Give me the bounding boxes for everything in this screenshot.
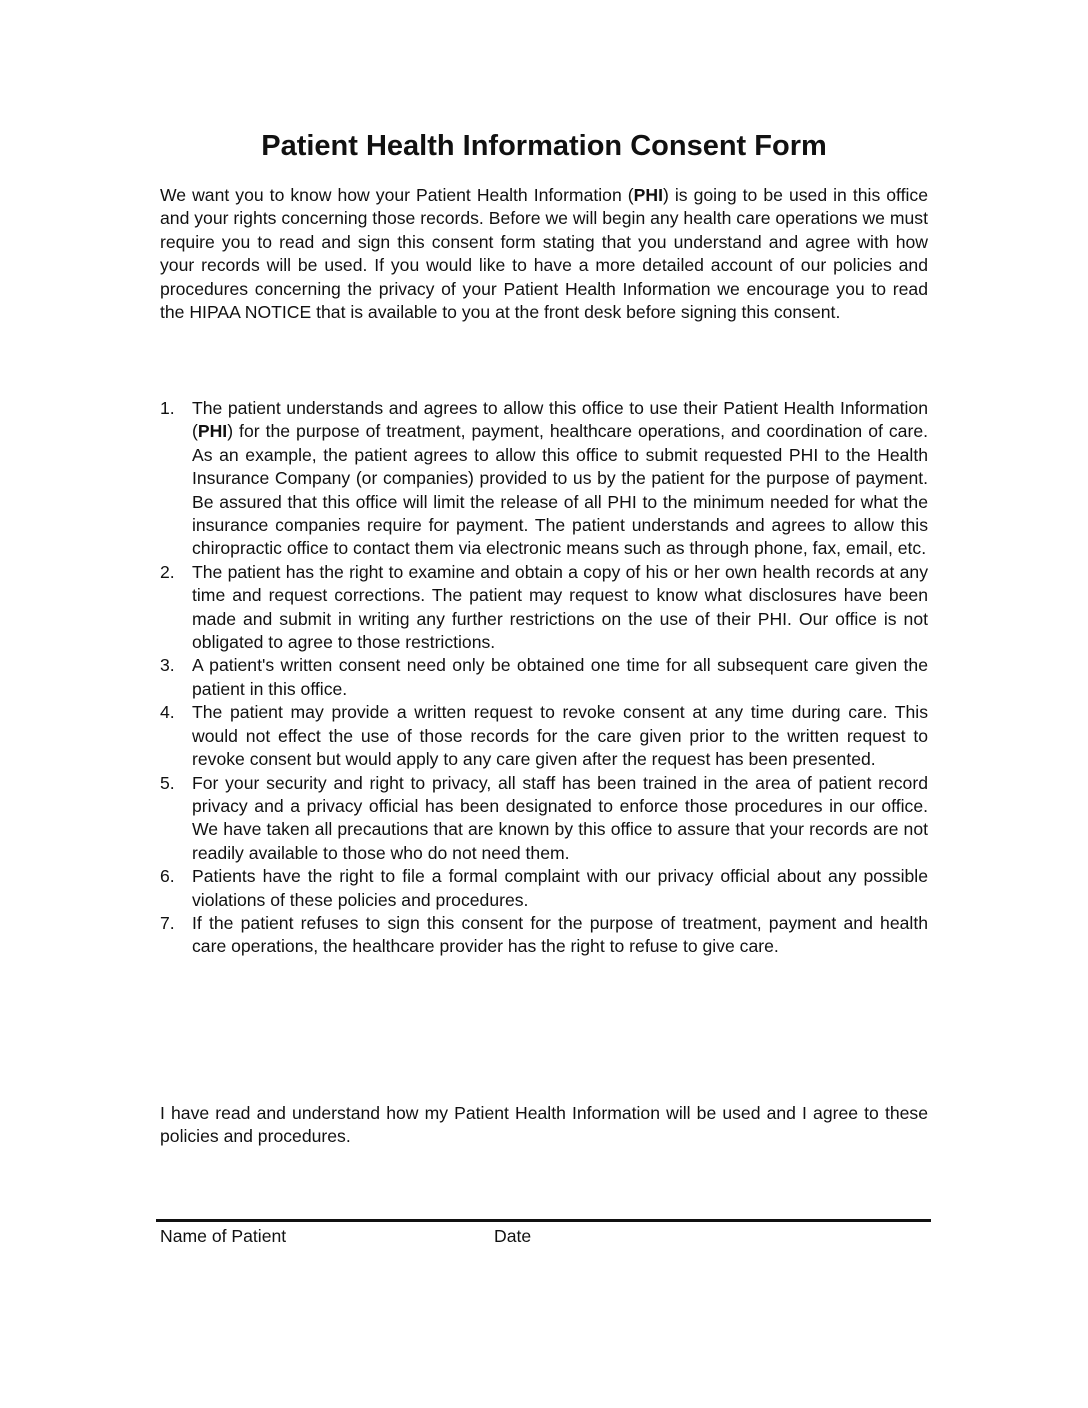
intro-paragraph — [160, 184, 928, 324]
list-item-number: 5. — [160, 772, 175, 793]
list-item-number: 2. — [160, 561, 175, 582]
list-item-text: A patient's written consent need only be obtained one time for all subsequent care given the patient in this office. — [192, 655, 928, 699]
consent-terms-list — [160, 397, 928, 959]
closing-statement: I have read and understand how my Patient Health Information will be used and I agree to these policies and procedures. — [160, 1103, 928, 1147]
list-item-text-start: The patient understands and agrees to allow this office to use their Patient Health Information ( — [192, 398, 928, 442]
list-item-text: Patients have the right to file a formal complaint with our privacy official about any possible violations of these policies and procedures. — [192, 866, 928, 910]
list-item — [160, 701, 928, 771]
list-item-text: For your security and right to privacy, all staff has been trained in the area of patient record privacy and a privacy official has been designated to enforce those procedures in our office. We have taken all precautions that are known by this office to assure that your records are not readily available to those who do not need them. — [192, 772, 928, 863]
list-item-number: 1. — [160, 398, 175, 418]
list-item-number: 7. — [160, 912, 175, 933]
list-item — [160, 912, 928, 959]
list-item-text: The patient may provide a written request to revoke consent at any time during care. This would not effect the use of those records for the care given prior to the written request to revoke consent but would apply to any care given after the request has been presented. — [192, 702, 928, 770]
list-item-number: 3. — [160, 655, 175, 676]
patient-name-label: Name of Patient — [160, 1226, 287, 1246]
list-item — [160, 865, 928, 912]
page-title: Patient Health Information Consent Form — [261, 130, 827, 162]
list-item — [160, 397, 928, 561]
intro-text-start: We want you to know how your Patient Health Information ( — [160, 185, 634, 205]
signature-line[interactable] — [156, 1219, 931, 1222]
list-item — [160, 561, 928, 655]
list-item-text-end: ) for the purpose of treatment, payment, healthcare operations, and coordination of care. As an example, the patient agrees to allow this office to submit requested PHI to the Health Insurance Company (or companies) provided to us by the patient for the purpose of payment. Be assured that this office will limit the release of all PHI to the minimum needed for what the insurance companies require for payment. The patient understands and agrees to allow this chiropractic office to contact them via electronic means such as through phone, fax, email, etc. — [192, 421, 928, 559]
list-item-text: If the patient refuses to sign this consent for the purpose of treatment, payment and health care operations, the healthcare provider has the right to refuse to give care. — [192, 912, 928, 957]
list-item — [160, 772, 928, 866]
date-label: Date — [494, 1226, 532, 1246]
list-item-phi-bold: PHI — [197, 421, 228, 442]
intro-phi-bold: PHI — [633, 185, 663, 205]
list-item-number: 6. — [160, 866, 175, 887]
list-item — [160, 654, 928, 701]
list-item-number: 4. — [160, 702, 175, 723]
list-item-text: The patient has the right to examine and obtain a copy of his or her own health records at any time and request corrections. The patient may request to know what disclosures have been made and submit in writing any further restrictions on the use of their PHI. Our office is not obligated to agree to those restrictions. — [192, 561, 928, 653]
intro-text-end: ) is going to be used in this office and your rights concerning those records. Before we will begin any health care operations we must require you to read and sign this consent form stating that you understand and agree with how your records will be used. If you would like to have a more detailed account of our policies and procedures concerning the privacy of your Patient Health Information we encourage you to read the HIPAA NOTICE that is available to you at the front desk before signing this consent. — [160, 185, 928, 323]
